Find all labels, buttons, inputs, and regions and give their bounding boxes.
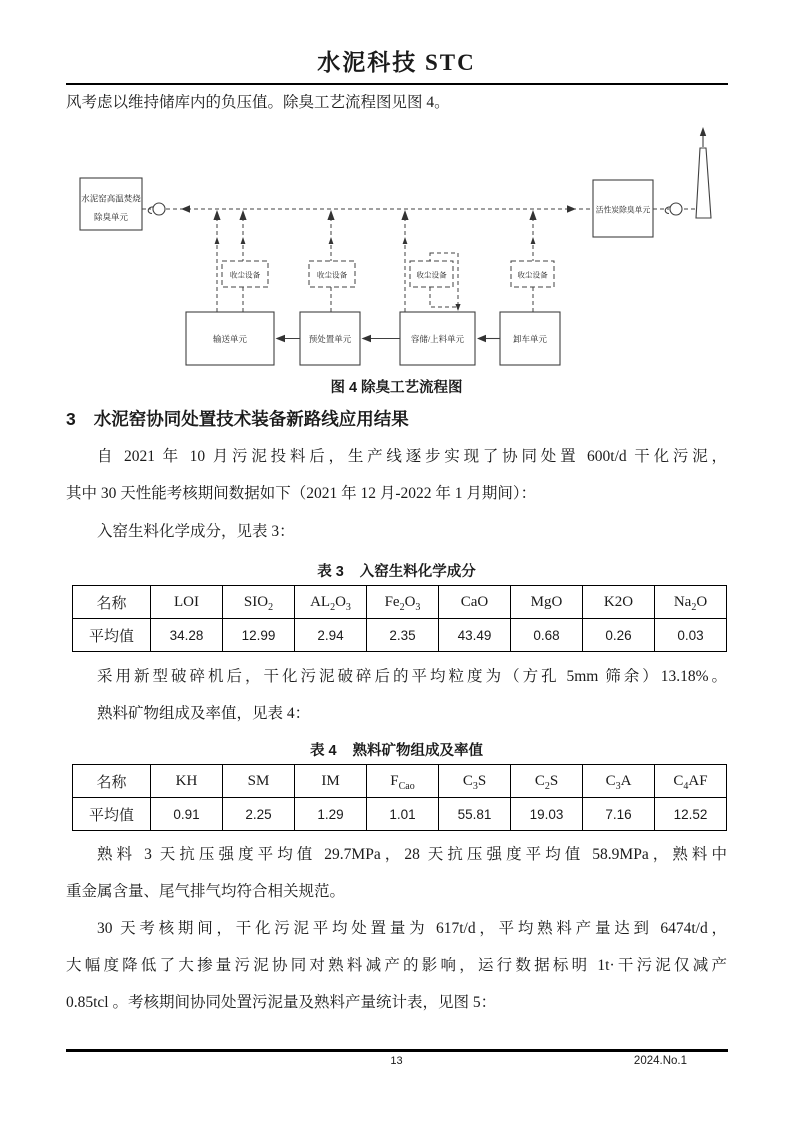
t4-header-cell: $C_4AF$: [655, 765, 727, 798]
paragraph-line: 30 天考核期间，干化污泥平均处置量为 617t/d，平均熟料产量达到 6474t/d，: [97, 920, 727, 937]
t3-value-cell: 12.99: [223, 619, 295, 652]
carbon-box-label: 活性炭除臭单元: [595, 205, 651, 215]
t4-value-cell: 1.01: [367, 798, 439, 831]
t3-header-cell: $AL_2O_3$: [295, 586, 367, 619]
arrow-to-kiln: [181, 205, 190, 213]
table4-caption-title: 熟料矿物组成及率值: [352, 743, 484, 759]
figure4-caption: 图 4 除臭工艺流程图: [330, 380, 463, 396]
t4-value-cell: 19.03: [511, 798, 583, 831]
t3-value-cell: 43.49: [439, 619, 511, 652]
fan-icon: [670, 203, 682, 215]
paragraph-line: 熟料 3 天抗压强度平均值 29.7MPa，28 天抗压强度平均值 58.9MPa，熟料中: [97, 846, 727, 863]
footer-page-number: 13: [390, 1055, 403, 1067]
table3-caption-label: 表 3: [317, 564, 344, 580]
chimney-shape: [696, 148, 711, 218]
t4-header-cell: $C_3A$: [583, 765, 655, 798]
fan-icon: [153, 203, 165, 215]
footer-issue-label: 2024.No.1: [633, 1055, 687, 1067]
t3-header-cell: MgO: [511, 586, 583, 619]
table3-caption-title: 入窑生料化学成分: [359, 564, 476, 580]
t4-value-cell: 0.91: [151, 798, 223, 831]
table3-value-row: [73, 619, 727, 652]
t3-value-cell: 0.68: [511, 619, 583, 652]
kiln-box-label-line2: 除臭单元: [93, 212, 129, 222]
t4-header-cell: $C_3S$: [439, 765, 511, 798]
t3-value-cell: 平均值: [73, 619, 151, 652]
t4-header-cell: $C_2S$: [511, 765, 583, 798]
table4: [72, 764, 727, 831]
t4-header-cell: IM: [295, 765, 367, 798]
section-title: 水泥窑协同处置技术装备新路线应用结果: [93, 409, 409, 429]
t4-header-cell: SM: [223, 765, 295, 798]
paragraph-line: 熟料矿物组成及率值，见表 4：: [97, 705, 311, 722]
paragraph-line: 采用新型破碎机后，干化污泥破碎后的平均粒度为（方孔 5mm 筛余）13.18%。: [97, 668, 727, 685]
paragraph-line: 0.85tcl 。考核期间协同处置污泥量及熟料产量统计表，见图 5：: [66, 994, 497, 1011]
table4-caption-label: 表 4: [309, 743, 337, 759]
t3-value-cell: 0.26: [583, 619, 655, 652]
dust-box-label: 收尘设备: [517, 270, 548, 280]
t3-value-cell: 2.35: [367, 619, 439, 652]
paragraph-line: 入窑生料化学成分，见表 3：: [97, 523, 295, 540]
t4-value-cell: 7.16: [583, 798, 655, 831]
convey-box-label: 输送单元: [212, 334, 248, 344]
t3-header-cell: $Na_2O$: [655, 586, 727, 619]
t4-header-cell: 名称: [73, 765, 151, 798]
table3-caption: [0, 560, 793, 581]
t3-header-cell: K2O: [583, 586, 655, 619]
paragraph-line: 自 2021 年 10 月污泥投料后，生产线逐步实现了协同处置 600t/d 干化污泥，: [97, 448, 727, 465]
table3: [72, 585, 727, 652]
arrow-to-carbon: [567, 205, 576, 213]
arrow-into-storage: [455, 304, 460, 311]
t3-header-cell: LOI: [151, 586, 223, 619]
t4-header-cell: KH: [151, 765, 223, 798]
table4-header-row: [73, 765, 727, 798]
section3-heading: [66, 406, 409, 431]
table3-header-row: [73, 586, 727, 619]
t4-value-cell: 1.29: [295, 798, 367, 831]
t3-value-cell: 34.28: [151, 619, 223, 652]
paragraph-line: 大幅度降低了大掺量污泥协同对熟料减产的影响，运行数据标明 1t·干污泥仅减产: [66, 957, 727, 974]
t3-header-cell: CaO: [439, 586, 511, 619]
t4-value-cell: 2.25: [223, 798, 295, 831]
unload-box-label: 卸车单元: [512, 334, 548, 344]
storage-box-label: 容储/上料单元: [410, 334, 465, 344]
t4-value-cell: 平均值: [73, 798, 151, 831]
section-number: 3: [66, 409, 76, 429]
kiln-box-label-line1: 水泥窑高温焚烧: [81, 193, 141, 204]
journal-header-title: 水泥科技 STC: [317, 50, 476, 75]
t3-value-cell: 0.03: [655, 619, 727, 652]
paragraph-line: 重金属含量、尾气排气均符合相关规范。: [66, 883, 346, 900]
figure4-diagram: [0, 120, 793, 372]
t3-header-cell: $Fe_2O_3$: [367, 586, 439, 619]
intro-paragraph: 风考虑以维持储库内的负压值。除臭工艺流程图见图 4。: [66, 94, 450, 111]
dust-box-label: 收尘设备: [416, 270, 447, 280]
t3-value-cell: 2.94: [295, 619, 367, 652]
table4-value-row: [73, 798, 727, 831]
t4-header-cell: $F_{Cao}$: [367, 765, 439, 798]
footer-rule: [66, 1049, 728, 1052]
kiln-deodor-box: [80, 178, 142, 230]
dust-box-label: 收尘设备: [229, 270, 261, 280]
table4-caption: [0, 739, 793, 760]
t3-header-cell: $SIO_2$: [223, 586, 295, 619]
t4-value-cell: 55.81: [439, 798, 511, 831]
t4-value-cell: 12.52: [655, 798, 727, 831]
pretreat-box-label: 预处置单元: [308, 334, 352, 344]
paragraph-line: 其中 30 天性能考核期间数据如下（2021 年 12 月-2022 年 1 月期间）：: [66, 485, 537, 502]
chimney-arrow: [700, 127, 706, 136]
dust-box-label: 收尘设备: [316, 270, 348, 280]
t3-header-cell: 名称: [73, 586, 151, 619]
header-rule: [66, 83, 728, 85]
